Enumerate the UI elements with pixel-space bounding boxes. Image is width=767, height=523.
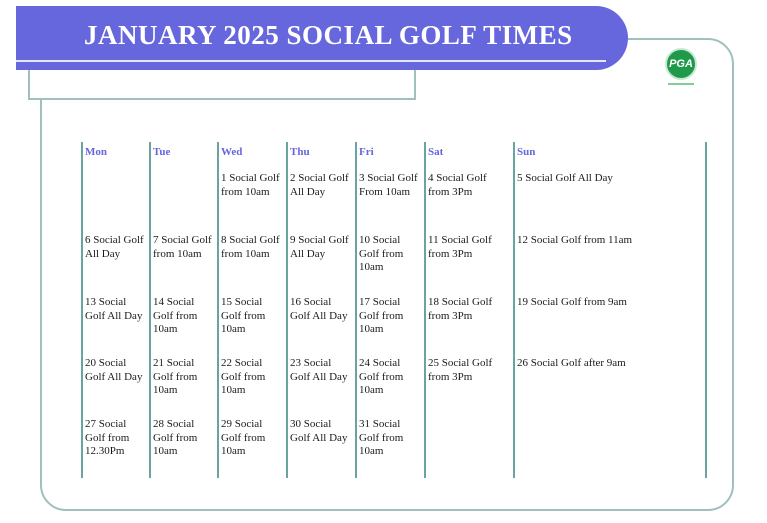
day-header-sun: Sun xyxy=(517,146,536,158)
day-cell: 31 Social Golf from 10am xyxy=(359,418,404,457)
day-cell: 3 Social Golf From 10am xyxy=(359,172,418,198)
day-cell: 4 Social Golf from 3Pm xyxy=(428,172,487,198)
day-cell: 26 Social Golf after 9am xyxy=(517,357,626,369)
logo-text: PGA xyxy=(669,58,693,70)
day-cell: 2 Social Golf All Day xyxy=(290,172,349,198)
page-title: JANUARY 2025 SOCIAL GOLF TIMES xyxy=(84,20,573,50)
day-header-tue: Tue xyxy=(153,146,171,158)
day-cell: 7 Social Golf from 10am xyxy=(153,234,212,260)
column-divider xyxy=(81,142,83,478)
column-divider xyxy=(355,142,357,478)
day-cell: 22 Social Golf from 10am xyxy=(221,357,266,396)
day-cell: 14 Social Golf from 10am xyxy=(153,296,198,335)
pga-logo-icon xyxy=(663,48,699,88)
column-divider xyxy=(217,142,219,478)
day-cell: 20 Social Golf All Day xyxy=(85,357,143,383)
day-cell: 27 Social Golf from 12.30Pm xyxy=(85,418,130,457)
day-cell: 21 Social Golf from 10am xyxy=(153,357,198,396)
banner-underline xyxy=(16,60,606,62)
day-cell: 8 Social Golf from 10am xyxy=(221,234,280,260)
column-divider xyxy=(286,142,288,478)
day-cell: 15 Social Golf from 10am xyxy=(221,296,266,335)
day-cell: 30 Social Golf All Day xyxy=(290,418,348,444)
day-header-wed: Wed xyxy=(221,146,243,158)
day-cell: 19 Social Golf from 9am xyxy=(517,296,627,308)
day-cell: 23 Social Golf All Day xyxy=(290,357,348,383)
day-header-thu: Thu xyxy=(290,146,310,158)
day-cell: 10 Social Golf from 10am xyxy=(359,234,404,273)
day-cell: 24 Social Golf from 10am xyxy=(359,357,404,396)
day-cell: 9 Social Golf All Day xyxy=(290,234,349,260)
column-divider xyxy=(424,142,426,478)
day-cell: 16 Social Golf All Day xyxy=(290,296,348,322)
day-cell: 12 Social Golf from 11am xyxy=(517,234,633,246)
day-header-fri: Fri xyxy=(359,146,374,158)
day-cell: 25 Social Golf from 3Pm xyxy=(428,357,493,383)
column-divider xyxy=(149,142,151,478)
day-header-sat: Sat xyxy=(428,146,444,158)
day-cell: 5 Social Golf All Day xyxy=(517,172,613,184)
column-divider xyxy=(705,142,707,478)
column-divider xyxy=(513,142,515,478)
day-cell: 6 Social Golf All Day xyxy=(85,234,144,260)
logo-circle xyxy=(665,48,697,80)
day-cell: 1 Social Golf from 10am xyxy=(221,172,280,198)
day-cell: 28 Social Golf from 10am xyxy=(153,418,198,457)
day-cell: 18 Social Golf from 3Pm xyxy=(428,296,493,322)
day-cell: 17 Social Golf from 10am xyxy=(359,296,404,335)
day-cell: 13 Social Golf All Day xyxy=(85,296,143,322)
day-cell: 11 Social Golf from 3Pm xyxy=(428,234,492,260)
day-header-mon: Mon xyxy=(85,146,107,158)
day-cell: 29 Social Golf from 10am xyxy=(221,418,266,457)
logo-base xyxy=(668,83,694,85)
